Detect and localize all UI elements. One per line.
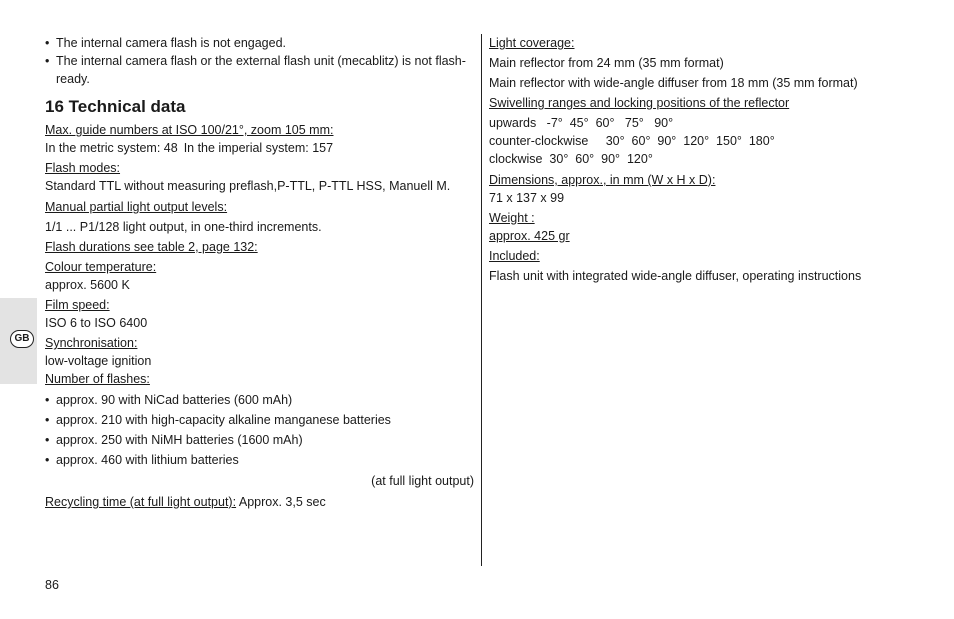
bullet-icon: •	[45, 413, 50, 427]
bullet-icon: •	[45, 453, 50, 467]
included-value: Flash unit with integrated wide-angle diffuser, operating instructions	[489, 269, 862, 283]
bullet-icon: •	[45, 54, 50, 68]
light-coverage-line: Main reflector from 24 mm (35 mm format)	[489, 56, 724, 70]
recycling-time	[45, 493, 474, 511]
partial-output-value: 1/1 ... P1/128 light output, in one-third increments.	[45, 220, 322, 234]
list-item: • The internal camera flash is not engaged.	[45, 36, 286, 50]
partial-output-label: Manual partial light output levels:	[45, 200, 228, 214]
recycling-time-value: Approx. 3,5 sec	[238, 495, 326, 509]
colour-temperature-label: Colour temperature:	[45, 260, 157, 274]
guide-numbers-label: Max. guide numbers at ISO 100/21°, zoom 105 mm:	[45, 123, 334, 137]
right-column	[489, 34, 929, 285]
bullet-icon: •	[45, 36, 50, 50]
included-label: Included:	[489, 249, 540, 263]
recycling-time-label: Recycling time (at full light output):	[45, 495, 237, 509]
column-divider	[481, 34, 482, 566]
swivel-clockwise: clockwise 30° 60° 90° 120°	[489, 152, 653, 166]
flash-modes-label: Flash modes:	[45, 161, 121, 175]
colour-temperature-value: approx. 5600 K	[45, 278, 130, 292]
film-speed-label: Film speed:	[45, 298, 110, 312]
bullet-icon: •	[45, 393, 50, 407]
light-coverage-label: Light coverage:	[489, 36, 575, 50]
film-speed-value: ISO 6 to ISO 6400	[45, 316, 148, 330]
guide-numbers-value: In the metric system: 48 In the imperial system: 157	[45, 141, 334, 155]
weight-value: approx. 425 gr	[489, 229, 570, 243]
dimensions-label: Dimensions, approx., in mm (W x H x D):	[489, 173, 716, 187]
synchronisation-value: low-voltage ignition	[45, 354, 152, 368]
number-of-flashes-note: (at full light output)	[371, 474, 474, 488]
list-item: • approx. 90 with NiCad batteries (600 mAh)	[45, 393, 293, 407]
weight-label: Weight :	[489, 211, 535, 225]
page-number: 86	[45, 578, 59, 592]
swivel-counter-clockwise: counter-clockwise 30° 60° 90° 120° 150° 180°	[489, 134, 775, 148]
synchronisation-label: Synchronisation:	[45, 336, 138, 350]
list-item: • approx. 250 with NiMH batteries (1600 mAh)	[45, 433, 303, 447]
dimensions-value: 71 x 137 x 99	[489, 191, 565, 205]
number-of-flashes-label: Number of flashes:	[45, 372, 150, 386]
swivelling-ranges-label: Swivelling ranges and locking positions of the reflector	[489, 96, 790, 110]
list-item: • approx. 210 with high-capacity alkaline manganese batteries	[45, 413, 391, 427]
light-coverage-line: Main reflector with wide-angle diffuser from 18 mm (35 mm format)	[489, 76, 858, 90]
section-heading: 16 Technical data	[45, 97, 186, 116]
left-column	[45, 34, 474, 511]
list-item: • approx. 460 with lithium batteries	[45, 453, 239, 467]
flash-modes-value: Standard TTL without measuring preflash,P-TTL, P-TTL HSS, Manuell M.	[45, 179, 451, 193]
flash-durations-label: Flash durations see table 2, page 132:	[45, 240, 258, 254]
bullet-icon: •	[45, 433, 50, 447]
list-item: • The internal camera flash or the external flash unit (mecablitz) is not flash-ready.	[45, 54, 466, 86]
swivel-upwards: upwards -7° 45° 60° 75° 90°	[489, 116, 674, 130]
language-badge: GB	[10, 330, 34, 348]
